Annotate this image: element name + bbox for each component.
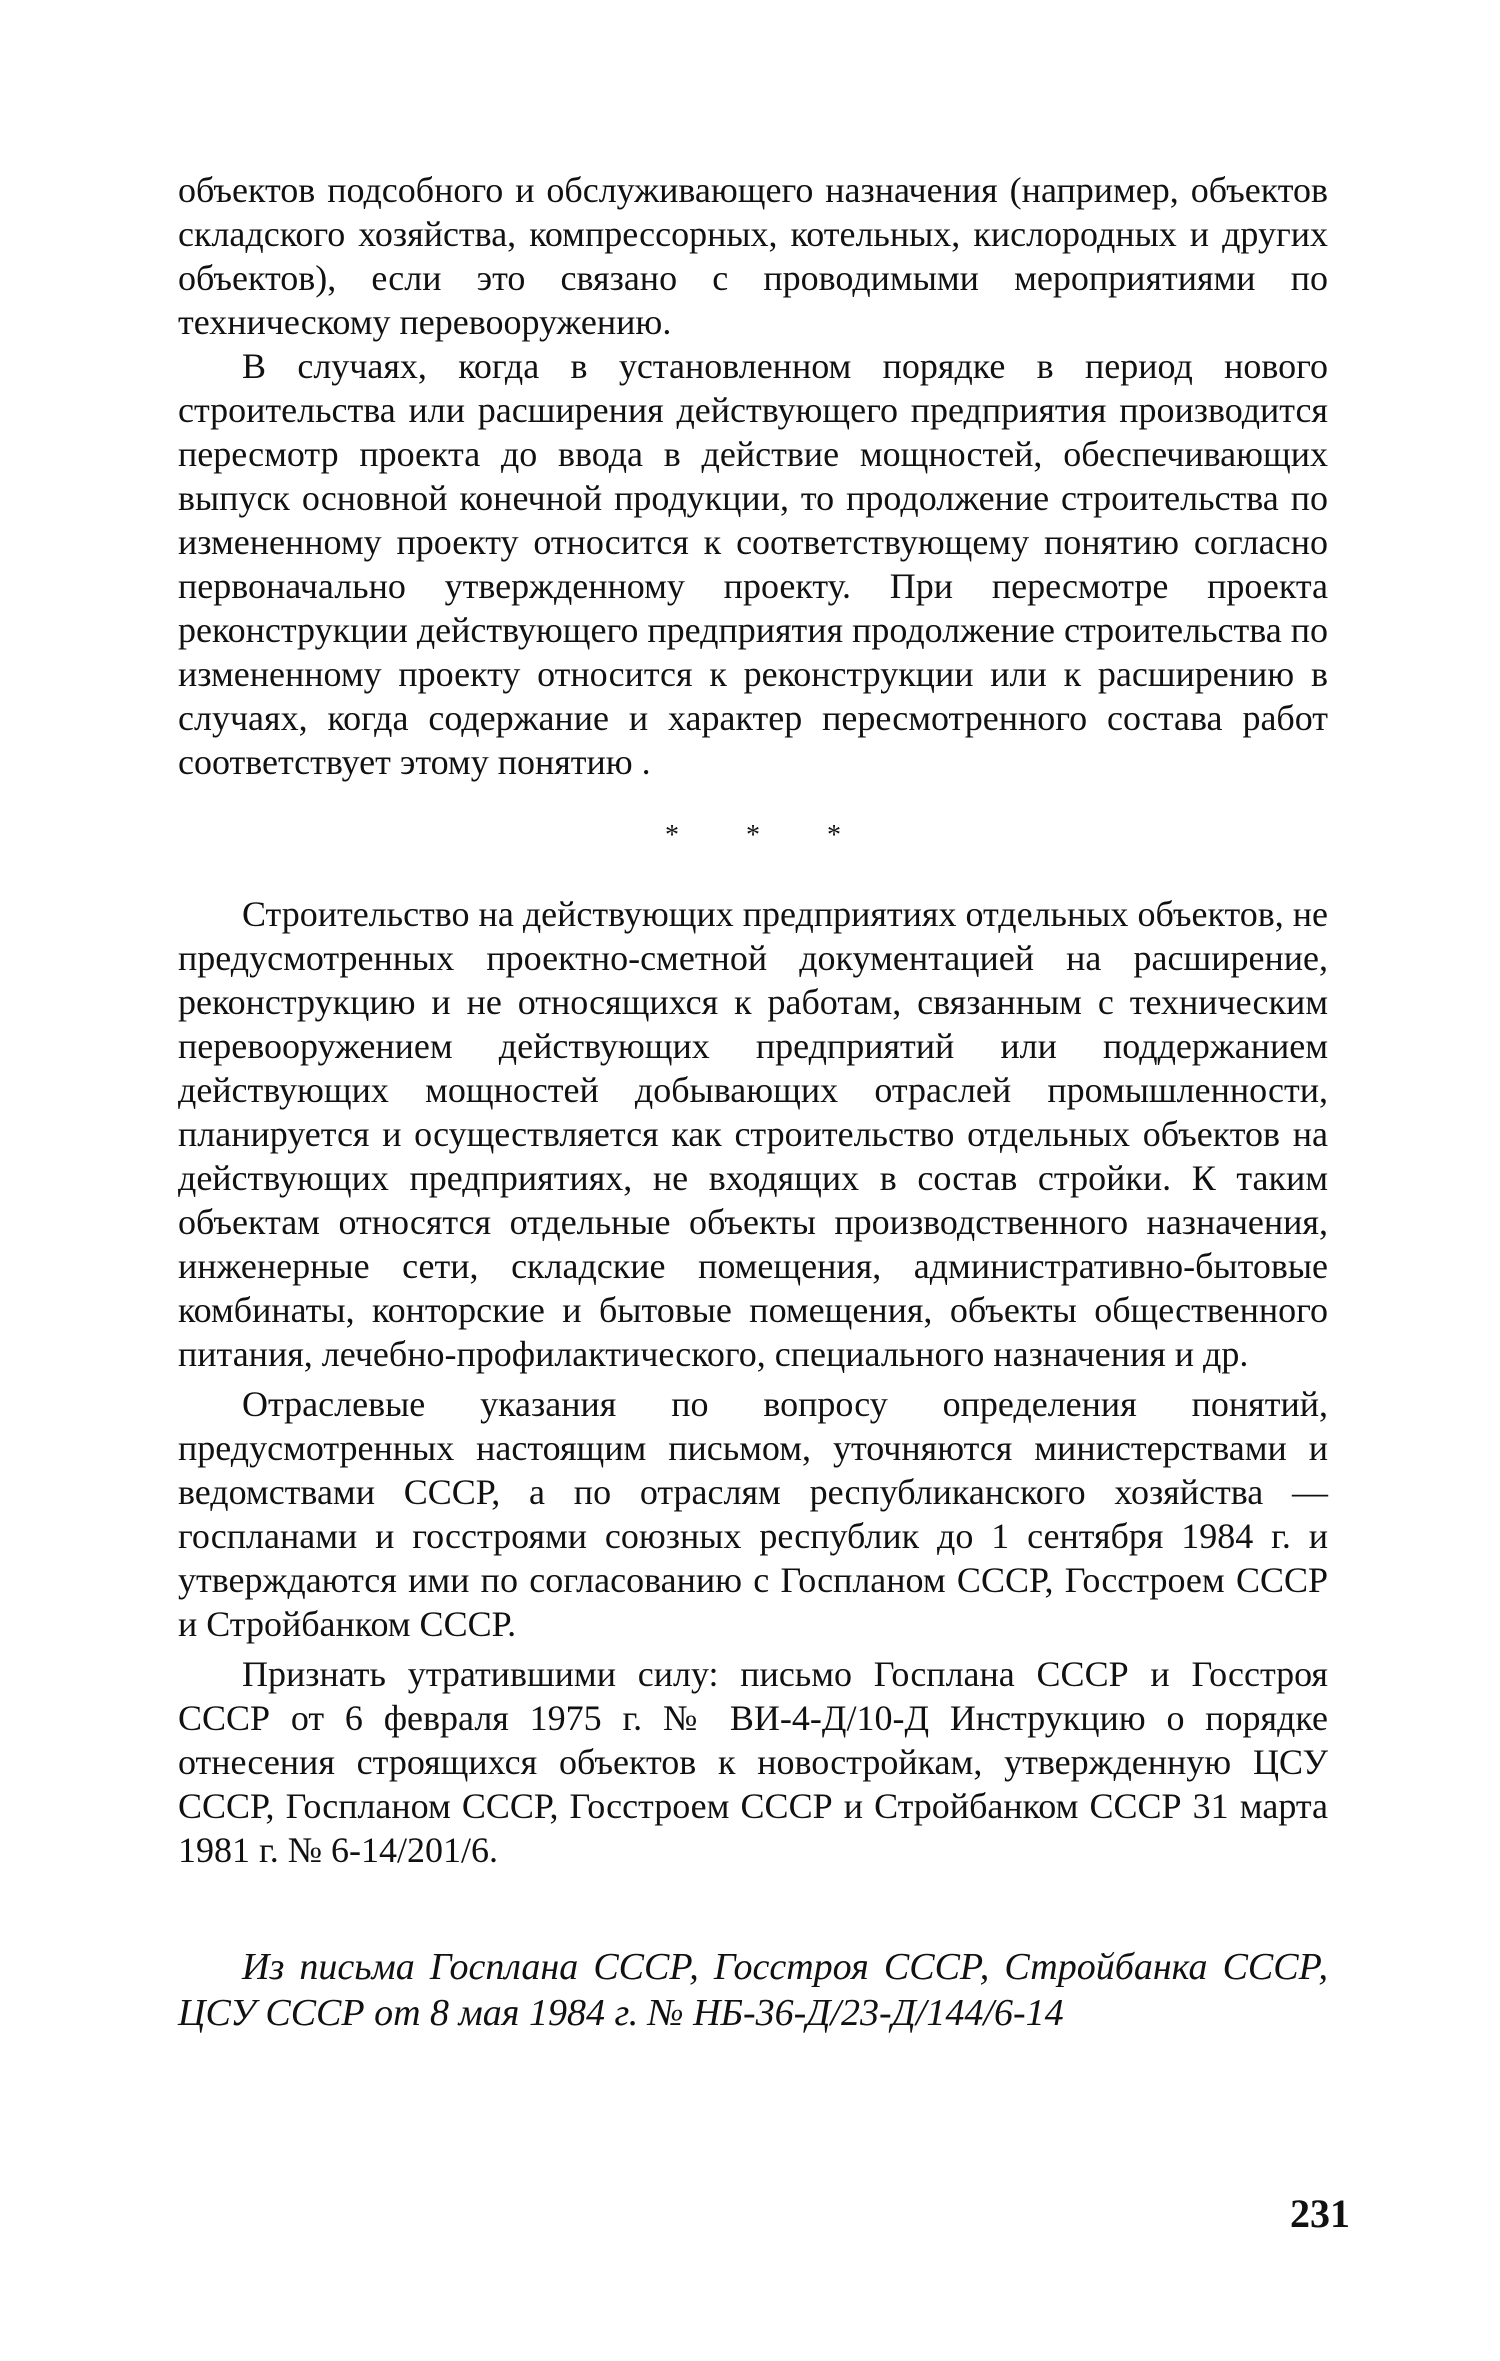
paragraph-project-revision: В случаях, когда в установленном порядке в период нового строительства или расширения действующего предприятия производится пересмотр проекта до ввода в действие мощностей, обеспечивающих выпуск основной конечной продукции, то продолжение строительства по измененному проекту относится к соответствующему понятию согласно первоначально утвержденному проекту. При пересмотре проекта реконструкции действующего предприятия продолжение строительства по измененному проекту относится к реконструкции или к расширению в случаях, когда содержание и характер пересмотренного состава работ соответствует этому понятию . [178,346,1329,782]
paragraph-separate-objects: Строительство на действующих предприятиях отдельных объектов, не предусмотренных проектно-сметной документацией на расширение, реконструкцию и не относящихся к работам, связанным с техническим перевооружением действующих предприятий или поддержанием действующих мощностей добывающих отраслей промышленности, планируется и осуществляется как строительство отдельных объектов на действующих предприятиях, не входящих в состав стройки. К таким объектам относятся отдельные объекты производственного назначения, инженерные сети, складские помещения, административно-бытовые комбинаты, конторские и бытовые помещения, объекты общественного питания, лечебно-профилактического, специального назначения и др. [178,894,1328,1374]
section-separator: * * * [665,820,871,851]
source-citation: Из письма Госплана СССР, Госстроя СССР, Стройбанка СССР, ЦСУ СССР от 8 мая 1984 г. № НБ-36-Д/23-Д/144/6-14 [178,1946,1328,2034]
paragraph-continuation: объектов подсобного и обслуживающего назначения (например, объектов складского хозяйства, компрессорных, котельных, кислородных и других объектов), если это связано с проводимыми мероприятиями по техническому перевооружению. [178,170,1328,342]
paragraph-industry-instructions: Отраслевые указания по вопросу определения понятий, предусмотренных настоящим письмом, уточняются министерствами и ведомствами СССР, а по отраслям республиканского хозяйства — госпланами и госстроями союзных республик до 1 сентября 1984 г. и утверждаются ими по согласованию с Госпланом СССР, Госстроем СССР и Стройбанком СССР. [178,1384,1328,1644]
paragraph-repealed-documents: Признать утратившими силу: письмо Госплана СССР и Госстроя СССР от 6 февраля 1975 г. № ВИ-4-Д/10-Д Инструкцию о порядке отнесения строящихся объектов к новостройкам, утвержденную ЦСУ СССР, Госпланом СССР, Госстроем СССР и Стройбанком СССР 31 марта 1981 г. № 6-14/201/6. [178,1654,1328,1870]
page-body [178,168,1328,2074]
page-number: 231 [1290,2191,1350,2236]
